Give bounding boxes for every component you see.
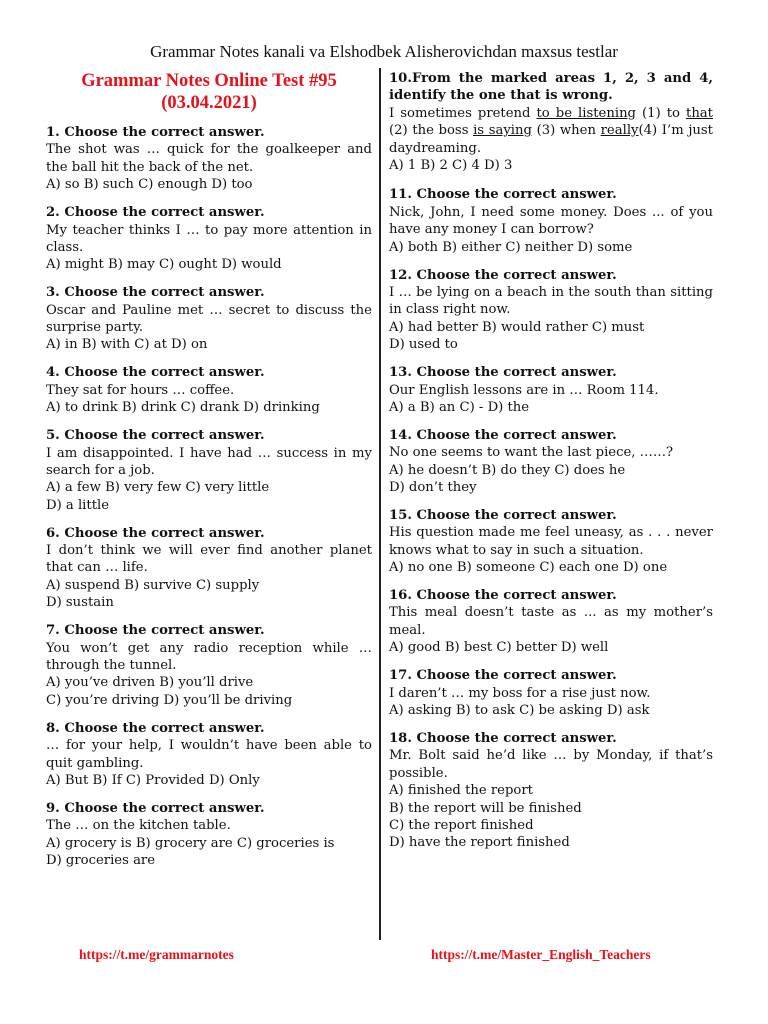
question-stem: This meal doesn’t taste as ... as my mother’s meal. xyxy=(389,605,713,638)
answer-options: A) you’ve driven B) you’ll drive xyxy=(46,675,254,691)
question-head: 16. Choose the correct answer. xyxy=(389,588,617,604)
question-head: 11. Choose the correct answer. xyxy=(389,187,617,203)
answer-options: A) grocery is B) grocery are C) groceries is xyxy=(46,835,335,851)
answer-options: A) had better B) would rather C) must xyxy=(389,319,645,335)
page-header: Grammar Notes kanali va Elshodbek Alisherovichdan maxsus testlar xyxy=(150,42,618,61)
question-10-stem xyxy=(389,105,713,157)
question-head: 1. Choose the correct answer. xyxy=(46,125,265,140)
question-head: 2. Choose the correct answer. xyxy=(46,205,265,221)
answer-options: A) to drink B) drink C) drank D) drinking xyxy=(46,400,320,416)
question-stem: Our English lessons are in … Room 114. xyxy=(389,382,659,398)
question-head: 15. Choose the correct answer. xyxy=(389,507,617,523)
q10-text-2: (1) to xyxy=(636,105,687,121)
question xyxy=(389,267,713,354)
question xyxy=(389,427,713,497)
marked-area-1: to be listening xyxy=(536,105,636,121)
answer-options: C) the report finished xyxy=(389,817,534,833)
footer-link-grammarnotes[interactable]: https://t.me/grammarnotes xyxy=(79,947,234,962)
question-stem: Oscar and Pauline met … secret to discuss the surprise party. xyxy=(46,302,372,336)
answer-options: A) no one B) someone C) each one D) one xyxy=(389,560,668,576)
answer-options: A) asking B) to ask C) be asking D) ask xyxy=(389,703,650,718)
answer-options: D) have the report finished xyxy=(389,835,570,851)
question-10 xyxy=(389,70,713,174)
left-column xyxy=(46,70,372,880)
question-head: 3. Choose the correct answer. xyxy=(46,285,265,301)
marked-area-4: really xyxy=(600,123,639,139)
question-stem: My teacher thinks I … to pay more attention in class. xyxy=(46,222,372,255)
question-stem: I daren’t … my boss for a rise just now. xyxy=(389,685,651,701)
answer-options: D) a little xyxy=(46,497,110,513)
q10-text-3: (2) the boss xyxy=(389,123,474,139)
question-stem: I don’t think we will ever find another planet that can … life. xyxy=(46,543,372,576)
answer-options: A) so B) such C) enough D) too xyxy=(46,177,253,193)
q10-text-5: (4) I’m just daydreaming. xyxy=(389,123,713,156)
question xyxy=(389,364,713,416)
answer-options: D) sustain xyxy=(46,595,114,611)
question xyxy=(46,622,372,709)
answer-options: A) But B) If C) Provided D) Only xyxy=(46,772,260,788)
question xyxy=(389,186,713,256)
answer-options: A) suspend B) survive C) supply xyxy=(46,577,260,593)
question-10-options: A) 1 B) 2 C) 4 D) 3 xyxy=(389,158,513,174)
question xyxy=(46,800,372,870)
question-stem: The … on the kitchen table. xyxy=(46,818,231,834)
question-head: 8. Choose the correct answer. xyxy=(46,720,265,736)
question xyxy=(389,730,713,852)
column-divider xyxy=(379,68,381,940)
answer-options: A) might B) may C) ought D) would xyxy=(46,257,282,273)
test-title xyxy=(46,70,372,114)
marked-area-2: that xyxy=(686,105,713,121)
answer-options: A) finished the report xyxy=(389,783,533,799)
question-head: 14. Choose the correct answer. xyxy=(389,427,617,443)
question-stem: They sat for hours … coffee. xyxy=(46,382,235,398)
answer-options: D) don’t they xyxy=(389,480,477,496)
question-stem: His question made me feel uneasy, as . . . never knows what to say in such a situation. xyxy=(389,525,713,558)
question xyxy=(46,720,372,790)
left-question-list xyxy=(46,124,372,869)
question-stem: Nick, John, I need some money. Does ... of you have any money I can borrow? xyxy=(389,204,713,238)
question-head: 6. Choose the correct answer. xyxy=(46,525,265,541)
question-stem: I am disappointed. I have had … success in my search for a job. xyxy=(46,445,372,478)
question-stem: Mr. Bolt said he’d like … by Monday, if that’s possible. xyxy=(389,748,713,781)
question-head: 17. Choose the correct answer. xyxy=(389,668,617,684)
question xyxy=(46,204,372,274)
question-head: 4. Choose the correct answer. xyxy=(46,365,265,381)
question-head: 7. Choose the correct answer. xyxy=(46,623,265,639)
question-stem: The shot was … quick for the goalkeeper and the ball hit the back of the net. xyxy=(46,142,372,175)
q10-text-1: I sometimes pretend xyxy=(389,105,537,121)
question xyxy=(46,284,372,354)
question-head: 5. Choose the correct answer. xyxy=(46,428,265,444)
question-10-head: 10.From the marked areas 1, 2, 3 and 4, identify the one that is wrong. xyxy=(389,71,713,104)
question xyxy=(46,427,372,514)
answer-options: D) groceries are xyxy=(46,853,156,869)
right-column xyxy=(389,70,713,862)
test-date: (03.04.2021) xyxy=(161,93,257,113)
question xyxy=(389,587,713,657)
answer-options: B) the report will be finished xyxy=(389,800,582,816)
answer-options: C) you’re driving D) you’ll be driving xyxy=(46,692,293,708)
answer-options: A) he doesn’t B) do they C) does he xyxy=(389,462,626,478)
test-title-name: Grammar Notes Online Test #95 xyxy=(81,71,337,91)
q10-text-4: (3) when xyxy=(531,123,601,139)
answer-options: D) used to xyxy=(389,337,458,353)
question-stem: … for your help, I wouldn’t have been able to quit gambling. xyxy=(46,738,372,771)
question-head: 12. Choose the correct answer. xyxy=(389,267,617,283)
question xyxy=(46,364,372,416)
answer-options: A) good B) best C) better D) well xyxy=(389,640,609,656)
question-head: 13. Choose the correct answer. xyxy=(389,365,617,381)
question xyxy=(389,667,713,719)
answer-options: A) a few B) very few C) very little xyxy=(46,480,270,496)
marked-area-3: is saying xyxy=(473,123,532,139)
answer-options: A) both B) either C) neither D) some xyxy=(389,239,633,255)
right-question-list xyxy=(389,186,713,851)
question xyxy=(46,124,372,194)
footer-link-master-english-teachers[interactable]: https://t.me/Master_English_Teachers xyxy=(431,947,651,962)
question xyxy=(389,507,713,577)
question-head: 9. Choose the correct answer. xyxy=(46,800,265,816)
question-stem: You won’t get any radio reception while … through the tunnel. xyxy=(46,640,372,673)
answer-options: A) in B) with C) at D) on xyxy=(46,337,208,353)
question-head: 18. Choose the correct answer. xyxy=(389,730,617,746)
question-stem: No one seems to want the last piece, ……? xyxy=(389,445,674,461)
question-stem: I … be lying on a beach in the south than sitting in class right now. xyxy=(389,284,713,318)
question xyxy=(46,525,372,612)
answer-options: A) a B) an C) - D) the xyxy=(389,399,530,415)
